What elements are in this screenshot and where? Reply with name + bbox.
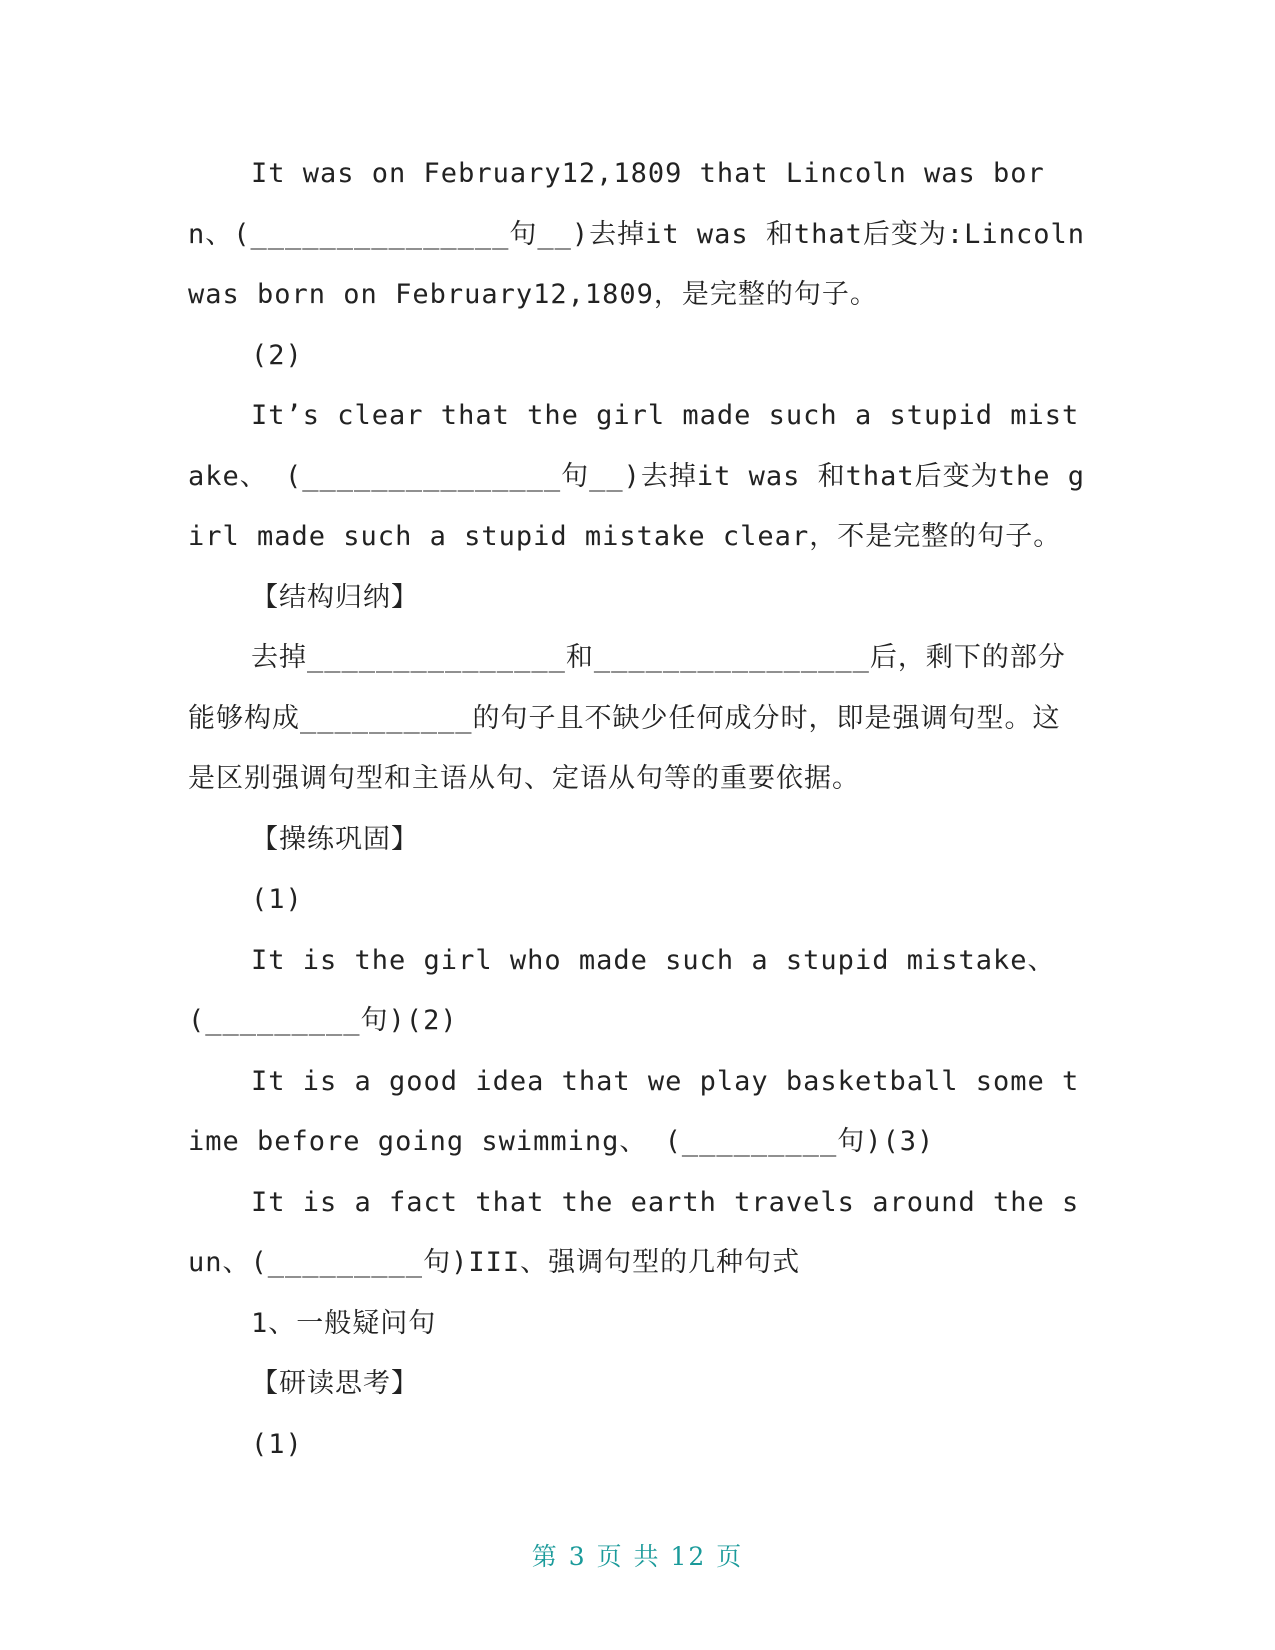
paragraph: (1): [251, 884, 303, 915]
paragraph: (2): [251, 339, 303, 371]
page-footer: 第 3 页 共 12 页: [531, 1542, 744, 1571]
paragraph: (1): [251, 1428, 303, 1460]
paragraph: It’s clear that the girl made such a stupid mistake、 (_______________句__)去掉it was 和that后变为the girl made such a stupid mistake clear，不是完整的句子。: [188, 400, 1085, 552]
paragraph: It is a good idea that we play basketball some time before going swimming、 (_________句)(3): [188, 1065, 1080, 1157]
paragraph: It is a fact that the earth travels around the sun、(_________句)III、强调句型的几种句式: [188, 1186, 1080, 1278]
paragraph: 去掉_______________和________________后，剩下的部分能够构成__________的句子且不缺少任何成分时，即是强调句型。这是区别强调句型和主语从句、定语从句等的重要依据。: [188, 642, 1066, 794]
section-heading: 【结构归纳】: [251, 581, 419, 613]
section-heading: 【研读思考】: [251, 1368, 419, 1399]
section-heading: 【操练巩固】: [251, 823, 419, 855]
paragraph: 1、一般疑问句: [251, 1307, 437, 1339]
document-body: [188, 144, 1103, 1475]
paragraph: It was on February12,1809 that Lincoln was born、(_______________句__)去掉it was 和that后变为:Lincoln was born on February12,1809，是完整的句子。: [188, 158, 1103, 310]
paragraph: It is the girl who made such a stupid mistake、(_________句)(2): [188, 944, 1056, 1036]
